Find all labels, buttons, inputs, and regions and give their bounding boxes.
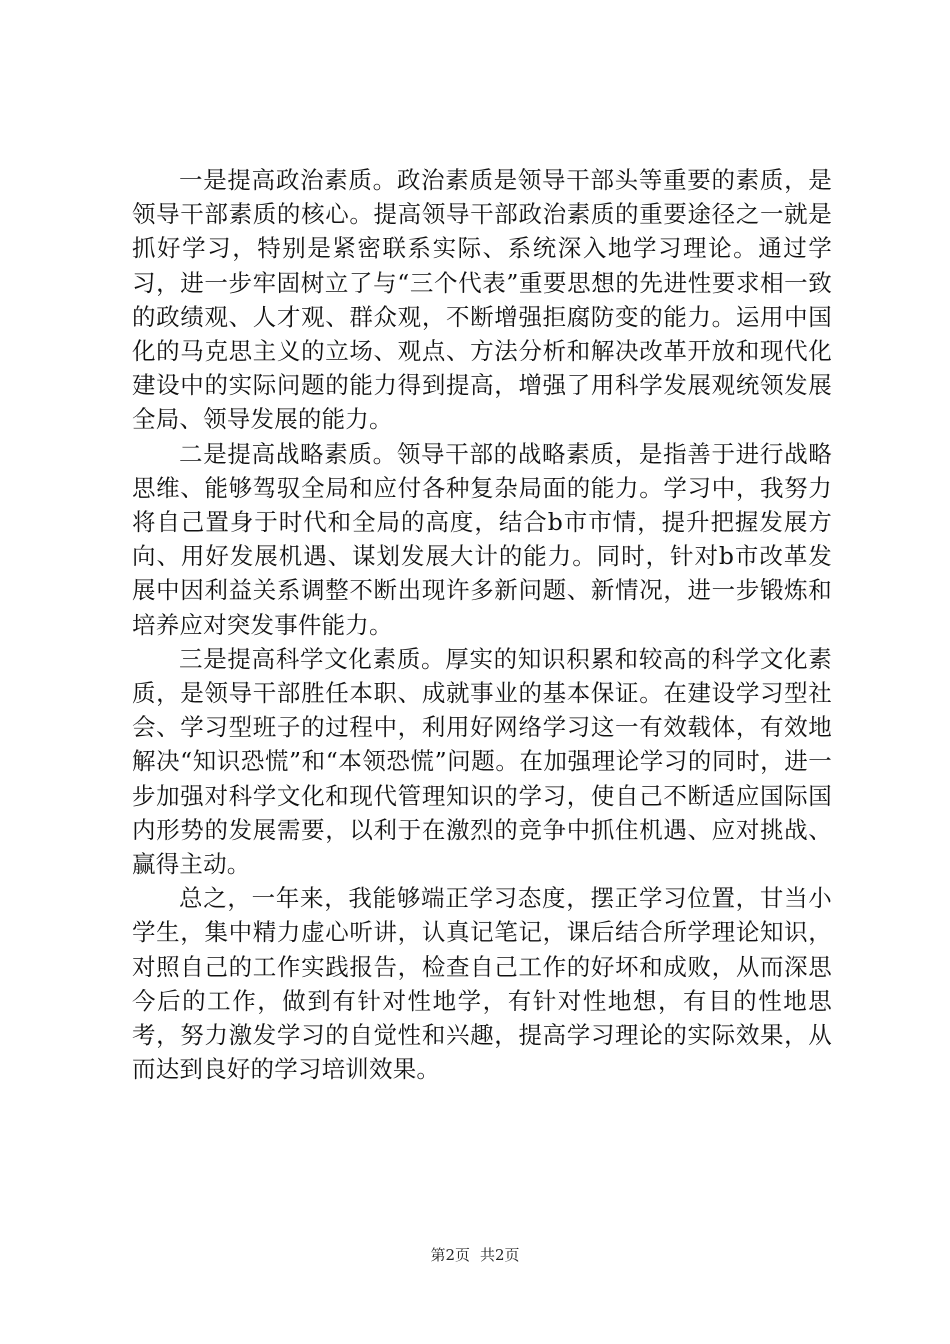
document-body bbox=[132, 163, 832, 1086]
paragraph-political-quality: 一是提高政治素质。政治素质是领导干部头等重要的素质，是领导干部素质的核心。提高领导干部政治素质的重要途径之一就是抓好学习，特别是紧密联系实际、系统深入地学习理论。通过学习，进一步牢固树立了与“三个代表”重要思想的先进性要求相一致的政绩观、人才观、群众观，不断增强拒腐防变的能力。运用中国化的马克思主义的立场、观点、方法分析和解决改革开放和现代化建设中的实际问题的能力得到提高，增强了用科学发展观统领发展全局、领导发展的能力。 bbox=[132, 166, 832, 434]
page-total: 共2页 bbox=[480, 1246, 520, 1264]
page-number: 第2页 bbox=[430, 1246, 470, 1264]
paragraph-scientific-cultural-quality: 三是提高科学文化素质。厚实的知识积累和较高的科学文化素质，是领导干部胜任本职、成就事业的基本保证。在建设学习型社会、学习型班子的过程中，利用好网络学习这一有效载体，有效地解决“知识恐慌”和“本领恐慌”问题。在加强理论学习的同时，进一步加强对科学文化和现代管理知识的学习，使自己不断适应国际国内形势的发展需要，以利于在激烈的竞争中抓住机遇、应对挑战、赢得主动。 bbox=[132, 644, 832, 879]
page-footer bbox=[0, 1244, 950, 1265]
paragraph-summary: 总之，一年来，我能够端正学习态度，摆正学习位置，甘当小学生，集中精力虚心听讲，认真记笔记，课后结合所学理论知识，对照自己的工作实践报告，检查自己工作的好坏和成败，从而深思今后的工作，做到有针对性地学，有针对性地想，有目的性地思考，努力激发学习的自觉性和兴趣，提高学习理论的实际效果，从而达到良好的学习培训效果。 bbox=[132, 884, 832, 1084]
paragraph-strategic-quality: 二是提高战略素质。领导干部的战略素质，是指善于进行战略思维、能够驾驭全局和应付各种复杂局面的能力。学习中，我努力将自己置身于时代和全局的高度，结合b市市情，提升把握发展方向、用好发展机遇、谋划发展大计的能力。同时，针对b市改革发展中因利益关系调整不断出现许多新问题、新情况，进一步锻炼和培养应对突发事件能力。 bbox=[132, 439, 832, 639]
